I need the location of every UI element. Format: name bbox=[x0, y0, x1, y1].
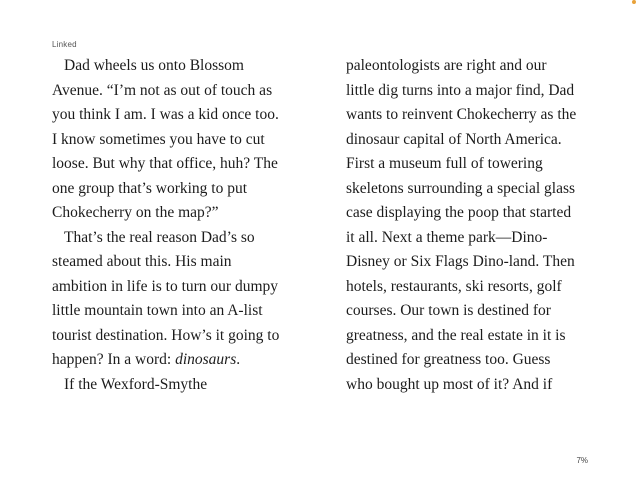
text-line: dinosaur capital of North America. bbox=[346, 130, 562, 148]
text-line: paleontologists are right and our bbox=[346, 57, 547, 74]
reading-progress: 7% bbox=[576, 456, 588, 465]
text-line: courses. Our town is destined for bbox=[346, 302, 551, 319]
left-text-column bbox=[52, 54, 302, 397]
text-line: who bought up most of it? And if bbox=[346, 375, 553, 393]
text-line: skeletons surrounding a special glass bbox=[346, 179, 576, 197]
text-line: little dig turns into a major find, Dad bbox=[346, 81, 575, 99]
text-line: little mountain town into an A-list bbox=[52, 302, 263, 319]
text-line: Disney or Six Flags Dino-land. Then bbox=[346, 253, 575, 270]
book-title: Linked bbox=[52, 40, 77, 49]
text-line: case displaying the poop that started bbox=[346, 204, 572, 221]
text-line bbox=[52, 348, 302, 373]
right-text-column bbox=[346, 54, 596, 397]
text-line: That’s the real reason Dad’s so bbox=[64, 228, 255, 246]
text-line: steamed about this. His main bbox=[52, 253, 232, 270]
italic-word: dinosaurs bbox=[175, 351, 237, 368]
text-line: it all. Next a theme park—Dino- bbox=[346, 228, 548, 246]
text-line: greatness, and the real estate in it is bbox=[346, 326, 566, 344]
text-line: destined for greatness too. Guess bbox=[346, 351, 551, 368]
text-line: tourist destination. How’s it going to bbox=[52, 326, 280, 344]
status-indicator-dot bbox=[632, 0, 636, 4]
text-line: Chokecherry on the map?” bbox=[52, 204, 219, 221]
text-line: loose. But why that office, huh? The bbox=[52, 155, 278, 172]
text-line: I know sometimes you have to cut bbox=[52, 130, 265, 148]
text-line: First a museum full of towering bbox=[346, 155, 543, 172]
text-segment: . bbox=[236, 351, 241, 368]
text-line: Avenue. “I’m not as out of touch as bbox=[52, 81, 273, 99]
text-line: If the Wexford-Smythe bbox=[64, 375, 208, 393]
text-line: hotels, restaurants, ski resorts, golf bbox=[346, 277, 562, 295]
text-line: Dad wheels us onto Blossom bbox=[64, 57, 244, 74]
text-line: wants to reinvent Chokecherry as the bbox=[346, 106, 577, 123]
text-line: one group that’s working to put bbox=[52, 179, 248, 197]
text-line: you think I am. I was a kid once too. bbox=[52, 106, 279, 123]
text-segment: happen? In a word: bbox=[52, 351, 176, 368]
text-line: ambition in life is to turn our dumpy bbox=[52, 277, 279, 295]
